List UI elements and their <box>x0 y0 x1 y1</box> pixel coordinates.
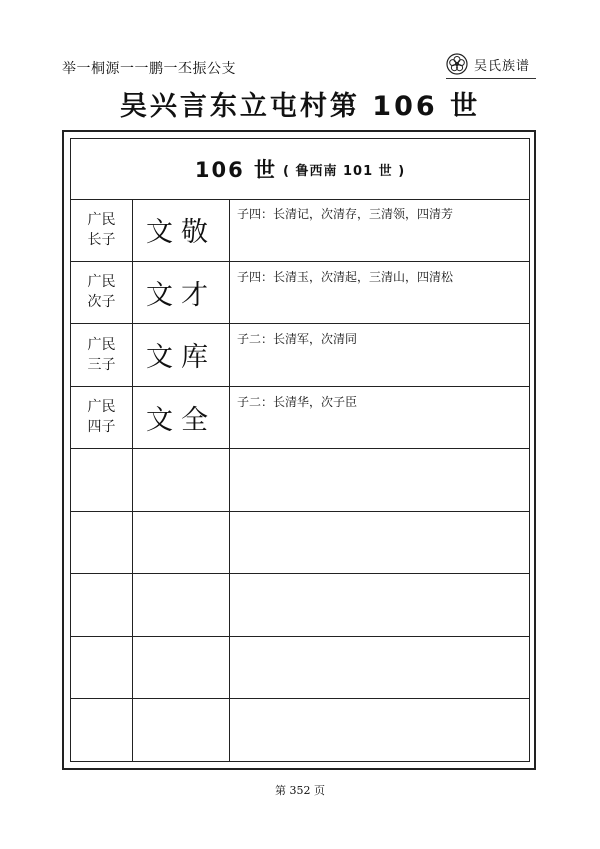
lineage-line: 举一桐源一一鹏一丕振公支 <box>62 61 236 77</box>
father-name: 广民 <box>87 399 116 416</box>
father-name: 广民 <box>87 211 116 228</box>
relation-cell <box>71 699 133 762</box>
relation-cell <box>71 324 133 386</box>
birth-order: 次子 <box>87 294 116 311</box>
badge-underline <box>446 78 536 79</box>
page-title: 吴兴言东立屯村第 106 世 <box>119 91 481 122</box>
table-row <box>71 637 529 700</box>
birth-order: 三子 <box>87 356 116 373</box>
badge-title: 吴氏族谱 <box>474 58 531 74</box>
birth-order: 长子 <box>87 231 116 248</box>
table-row <box>71 262 529 325</box>
person-name: 文库 <box>133 324 230 386</box>
flower-emblem-icon <box>446 53 468 75</box>
table-row <box>71 199 529 262</box>
person-name: 文才 <box>133 262 230 324</box>
person-name <box>133 699 230 762</box>
person-name <box>133 449 230 511</box>
table-row <box>71 449 529 512</box>
children-list: 子四：长清玉，次清起，三清山，四清松 <box>237 269 454 284</box>
father-name: 广民 <box>87 274 116 291</box>
generation-label: 106 世 <box>194 158 278 182</box>
table-row <box>71 512 529 575</box>
father-name: 广民 <box>87 336 116 353</box>
genealogy-badge <box>446 52 532 76</box>
person-name: 文全 <box>133 387 230 449</box>
relation-cell <box>71 199 133 261</box>
person-name <box>133 574 230 636</box>
birth-order: 四子 <box>87 419 116 436</box>
genealogy-table <box>70 138 530 762</box>
table-row <box>71 699 529 762</box>
relation-cell <box>71 512 133 574</box>
children-list: 子四：长清记，次清存，三清领，四清芳 <box>237 207 454 221</box>
table-row <box>71 324 529 387</box>
children-list: 子二：长清军，次清同 <box>237 332 358 346</box>
person-name <box>133 637 230 699</box>
table-row <box>71 387 529 450</box>
table-row <box>71 574 529 637</box>
relation-cell <box>71 637 133 699</box>
generation-sublabel: ( 鲁西南 101 世 ) <box>283 163 406 179</box>
person-name <box>133 512 230 574</box>
generation-header <box>71 139 529 200</box>
relation-cell <box>71 574 133 636</box>
relation-cell <box>71 449 133 511</box>
relation-cell <box>71 262 133 324</box>
children-list: 子二：长清华，次子臣 <box>237 394 358 409</box>
page-number: 第 352 页 <box>275 784 325 797</box>
relation-cell <box>71 387 133 449</box>
person-name: 文敬 <box>133 199 230 261</box>
